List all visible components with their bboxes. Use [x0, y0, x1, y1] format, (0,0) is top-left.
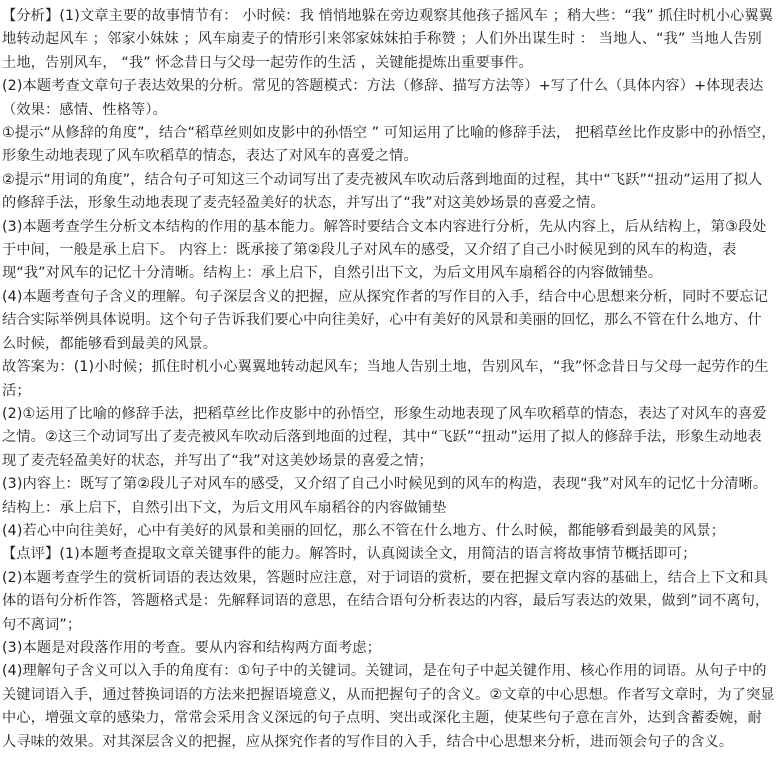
answer-part-1: 故答案为：(1)小时候；抓住时机小心翼翼地转动起风车；当地人告别土地，告别风车，“我”怀念昔日与父母一起劳作的生活； [2, 359, 769, 399]
comment-part-4: (4)理解句子含义可以入手的角度有：①句子中的关键词。关键词，是在句子中起关键作用、核心作用的词语。从句子中的关键词语入手，通过替换词语的方法来把握语境意义，从而把握句子的含义。②文章的中心思想。作者写文章时，为了突显中心，增强文章的感染力，常常会采用含义深远的句子点明、突出或深化主题，使某些句子意在言外，达到含蓄委婉，耐人寻味的效果。对其深层含义的把握，应从探究作者的写作目的入手，结合中心思想来分析，进而领会句子的含义。 [2, 663, 775, 750]
analysis-sentence-meaning: (4)本题考查句子含义的理解。句子深层含义的把握，应从探究作者的写作目的入手，结合中心思想来分析，同时不要忘记结合实际举例具体说明。这个句子告诉我们要心中向往美好，心中有美好的风景和美丽的回忆，那么不管在什么地方、什么时候，都能够看到最美的风景。 [2, 288, 769, 352]
comment-part-1: 【点评】(1)本题考查提取文章关键事件的能力。解答时，认真阅读全文，用简洁的语言将故事情节概括即可； [2, 546, 697, 563]
answer-part-4: (4)若心中向往美好，心中有美好的风景和美丽的回忆，那么不管在什么地方、什么时候，都能够看到最美的风景； [2, 522, 726, 539]
analysis-word-choice-point: ②提示“用词的角度”，结合句子可知这三个动词写出了麦壳被风车吹动后落到地面的过程，其中“飞跃”“扭动”运用了拟人的修辞手法，形象生动地表现了麦壳轻盈美好的状态，并写出了“我”对这美妙场景的喜爱之情。 [2, 171, 763, 212]
answer-part-2: (2)①运用了比喻的修辞手法，把稻草丝比作皮影中的孙悟空，形象生动地表现了风车吹稻草的情态，表达了对风车的喜爱之情。②这三个动词写出了麦壳被风车吹动后落到地面的过程，其中“飞跃”“扭动”运用了拟人的修辞手法，形象生动地表现了麦壳轻盈美好的状态，并写出了“我”对这美妙场景的喜爱之情； [2, 405, 767, 469]
analysis-structure: (3)本题考查学生分析文本结构的作用的基本能力。解答时要结合文本内容进行分析，先从内容上，后从结构上，第③段处于中间，一般是承上启下。 内容上：既承接了第②段儿子对风车的感受，又介绍了自己小时候见到的风车的构造，表现“我”对风车的记忆十分清晰。结构上：承上启下，自然引出下文，为后文用风车扇稻谷的内容做铺垫。 [2, 218, 767, 282]
comment-part-2: (2)本题考查学生的赏析词语的表达效果，答题时应注意，对于词语的赏析，要在把握文章内容的基础上，结合上下文和具体的语句分析作答，答题格式是：先解释词语的意思，在结合语句分析表达的内容，最后写表达的效果，做到”词不离句，句不离词”； [2, 569, 770, 633]
analysis-plot-summary: 【分析】(1)文章主要的故事情节有： 小时候：我 悄悄地躲在旁边观察其他孩子摇风车 ；稍大些：“我” 抓住时机小心翼翼地转动起风车 ；邻家小妹妹 ；风车扇麦子的情形引来邻家妹妹拍手称赞 ；人们外出谋生时 ： 当地人、“我” 当地人告别土地，告别风车， “我” 怀念昔日与父母一起劳作的生活 ，关键能提炼出重要事件。 [2, 8, 774, 71]
analysis-sentence-effect-intro: (2)本题考查文章句子表达效果的分析。常见的答题模式：方法（修辞、描写方法等）+写了什么（具体内容）+体现表达（效果：感情、性格等）。 [2, 78, 764, 118]
answer-part-3: (3)内容上：既写了第②段儿子对风车的感受，又介绍了自己小时候见到的风车的构造，表现“我”对风车的记忆十分清晰。结构上：承上启下，自然引出下文，为后文用风车扇稻谷的内容做铺垫 [2, 476, 768, 516]
comment-part-3: (3)本题是对段落作用的考查。要从内容和结构两方面考虑； [2, 639, 381, 656]
analysis-rhetoric-point: ①提示“从修辞的角度”，结合“稻草丝则如皮影中的孙悟空 ” 可知运用了比喻的修辞手法， 把稻草丝比作皮影中的孙悟空，形象生动地表现了风车吹稻草的情态，表达了对风车的喜爱之情。 [2, 125, 776, 165]
